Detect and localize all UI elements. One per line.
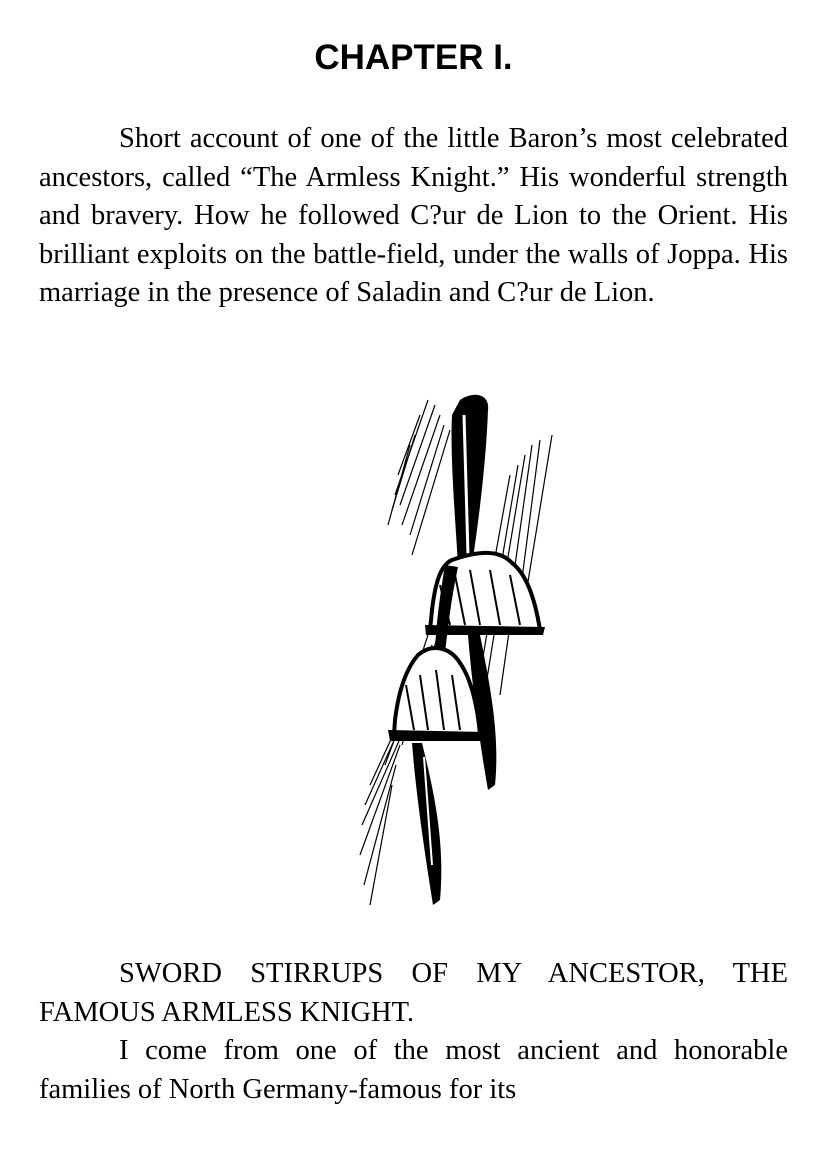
sword-stirrups-illustration	[340, 385, 570, 915]
chapter-title: CHAPTER I.	[314, 38, 513, 77]
lower-blade-tip	[412, 743, 441, 905]
chapter-summary: Short account of one of the little Baron’s most celebrated ancestors, called “The Armless Knight.” His wonderful strength and bravery. How he followed C?ur de Lion to the Orient. His brilliant exploits on the battle-field, under the walls of Joppa. His marriage in the presence of Saladin and C?ur de Lion.	[39, 123, 788, 309]
illustration-caption: SWORD STIRRUPS OF MY ANCESTOR, THE FAMOUS ARMLESS KNIGHT.	[39, 958, 788, 1028]
body-paragraph: I come from one of the most ancient and honorable families of North Germany-famous for its	[39, 1035, 788, 1105]
upper-strap	[452, 395, 489, 565]
